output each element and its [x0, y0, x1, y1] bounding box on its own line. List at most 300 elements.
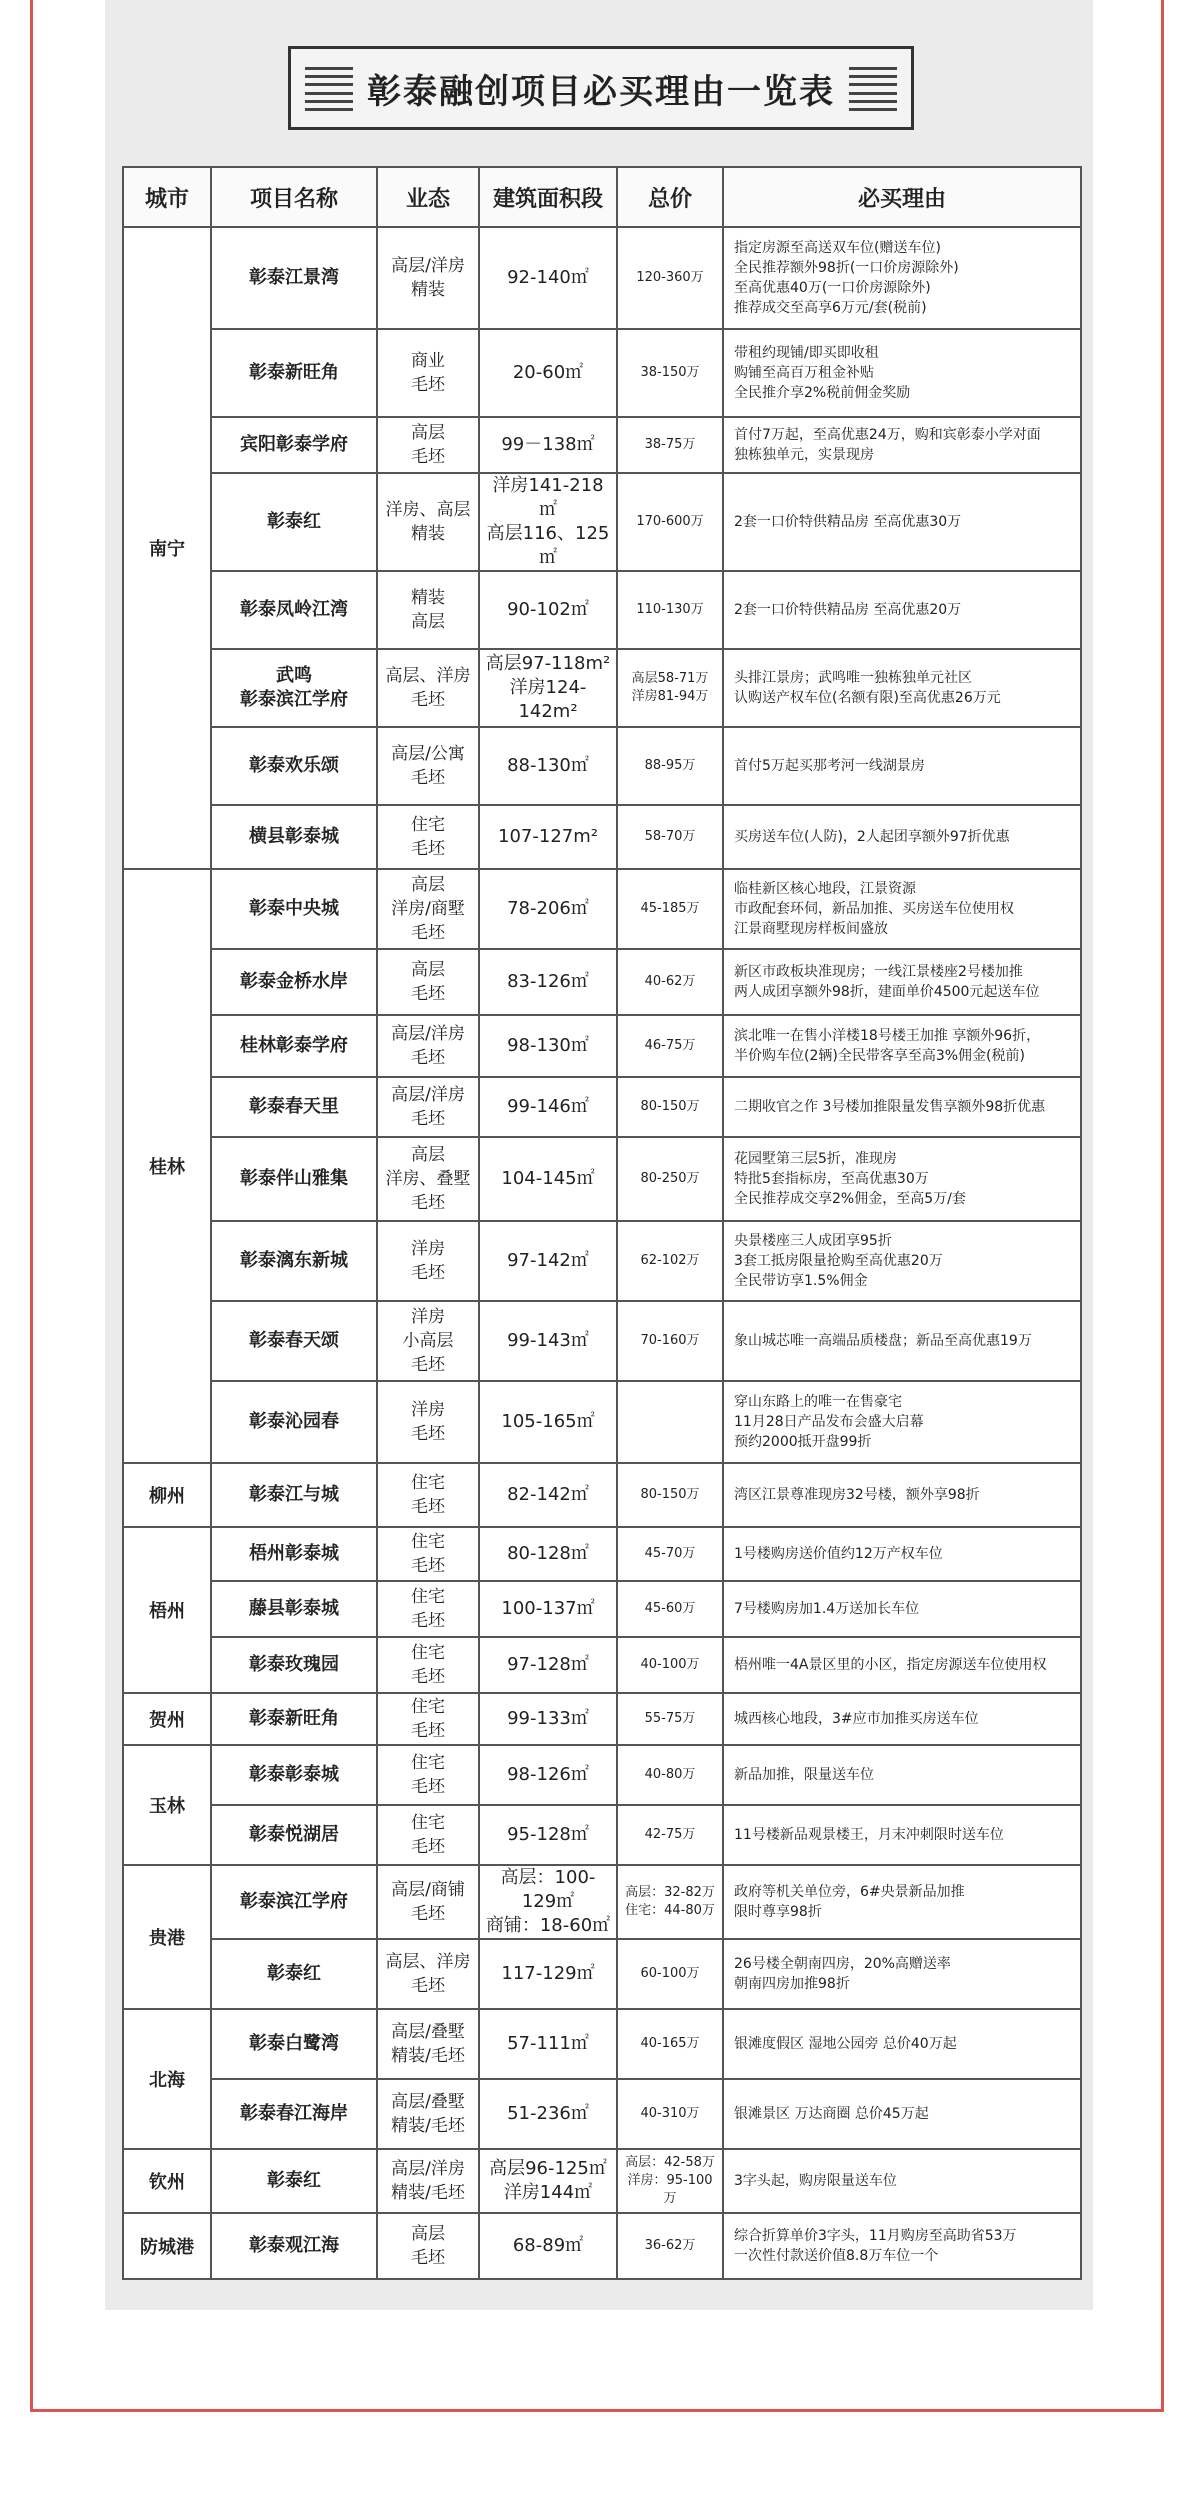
header-type: 业态: [377, 167, 479, 227]
price-cell: [617, 1637, 723, 1693]
cell-line: 精装/毛坯: [391, 2046, 465, 2066]
cell-line: 高层：32-82万: [625, 1885, 715, 1900]
cell-line: 105-165㎡: [501, 1411, 595, 1432]
price-cell: [617, 2079, 723, 2149]
table-row: [123, 329, 1081, 417]
area-cell: [479, 727, 617, 805]
cell-line: 高层/叠墅: [391, 2022, 465, 2042]
header-project: 项目名称: [211, 167, 377, 227]
area-cell: [479, 1221, 617, 1301]
cell-line: 彰泰欢乐颂: [249, 755, 339, 776]
price-cell: [617, 2149, 723, 2213]
table-row: [123, 473, 1081, 571]
cell-line: 洋房：95-100万: [627, 2173, 713, 2206]
cell-line: 洋房/商墅: [391, 899, 465, 919]
area-cell: [479, 649, 617, 727]
table-row: [123, 417, 1081, 473]
cell-line: 藤县彰泰城: [249, 1598, 339, 1619]
price-cell: [617, 949, 723, 1015]
table-row: [123, 869, 1081, 949]
cell-line: 高层：42-58万: [625, 2155, 715, 2170]
type-cell: [377, 1221, 479, 1301]
cell-line: 98-126㎡: [507, 1764, 589, 1785]
city-cell: 贺州: [123, 1693, 211, 1745]
cell-line: 104-145㎡: [501, 1168, 595, 1189]
cell-line: 毛坯: [411, 1837, 445, 1857]
cell-line: 市政配套环伺，新品加推、买房送车位使用权: [734, 901, 1014, 917]
table-row: [123, 2149, 1081, 2213]
reason-cell: [723, 649, 1081, 727]
area-cell: [479, 227, 617, 329]
reason-cell: [723, 417, 1081, 473]
cell-line: 住宅: [411, 1473, 445, 1493]
cell-line: 首付5万起买那考河一线湖景房: [734, 758, 925, 774]
reason-cell: [723, 1865, 1081, 1939]
area-cell: [479, 1581, 617, 1637]
cell-line: 购铺至高百万租金补贴: [734, 365, 874, 381]
project-name-cell: [211, 1693, 377, 1745]
type-cell: [377, 1015, 479, 1077]
table-row: [123, 2079, 1081, 2149]
project-name-cell: [211, 329, 377, 417]
cell-line: 毛坯: [411, 1497, 445, 1517]
area-cell: [479, 2149, 617, 2213]
cell-line: 82-142㎡: [507, 1484, 589, 1505]
cell-line: 洋房144㎡: [503, 2182, 593, 2203]
cell-line: 精装/毛坯: [391, 2116, 465, 2136]
area-cell: [479, 1137, 617, 1221]
cell-line: 2套一口价特供精品房 至高优惠30万: [734, 514, 962, 530]
table-row: [123, 1137, 1081, 1221]
price-cell: [617, 1939, 723, 2009]
city-cell: 柳州: [123, 1463, 211, 1527]
reason-cell: [723, 571, 1081, 649]
reason-cell: [723, 949, 1081, 1015]
project-name-cell: [211, 2009, 377, 2079]
project-name-cell: [211, 1939, 377, 2009]
type-cell: [377, 2149, 479, 2213]
cell-line: 107-127m²: [498, 826, 598, 847]
cell-line: 38-150万: [640, 365, 700, 380]
project-name-cell: [211, 1805, 377, 1865]
cell-line: 彰泰滨江学府: [240, 1891, 348, 1912]
reason-cell: [723, 1581, 1081, 1637]
area-cell: [479, 473, 617, 571]
cell-line: 高层、洋房: [385, 1952, 471, 1972]
cell-line: 政府等机关单位旁，6#央景新品加推: [734, 1884, 965, 1900]
cell-line: 梧州唯一4A景区里的小区，指定房源送车位使用权: [734, 1657, 1047, 1673]
project-name-cell: [211, 869, 377, 949]
cell-line: 滨北唯一在售小洋楼18号楼王加推 享额外96折，: [734, 1028, 1041, 1044]
cell-line: 高层/商铺: [391, 1880, 465, 1900]
cell-line: 40-100万: [640, 1657, 700, 1672]
cell-line: 全民带访享1.5%佣金: [734, 1273, 868, 1289]
price-cell: [617, 227, 723, 329]
cell-line: 梧州彰泰城: [249, 1543, 339, 1564]
cell-line: 彰泰白鹭湾: [249, 2033, 339, 2054]
cell-line: 毛坯: [411, 375, 445, 395]
reason-cell: [723, 1939, 1081, 2009]
city-cell: 贵港: [123, 1865, 211, 2009]
cell-line: 小高层: [402, 1331, 454, 1351]
price-cell: [617, 1015, 723, 1077]
cell-line: 1号楼购房送价值约12万产权车位: [734, 1546, 943, 1562]
cell-line: 45-70万: [644, 1546, 696, 1561]
cell-line: 彰泰玫瑰园: [249, 1654, 339, 1675]
table-row: [123, 227, 1081, 329]
cell-line: 高层: [411, 423, 445, 443]
table-row: [123, 2213, 1081, 2279]
project-table: [122, 166, 1082, 2280]
cell-line: 彰泰彰泰城: [249, 1764, 339, 1785]
area-cell: [479, 1015, 617, 1077]
cell-line: 高层/公寓: [391, 744, 465, 764]
type-cell: [377, 1805, 479, 1865]
type-cell: [377, 1527, 479, 1581]
cell-line: 住宅: [411, 815, 445, 835]
cell-line: 洋房81-94万: [631, 689, 709, 704]
table-row: [123, 1381, 1081, 1463]
table-row: [123, 1865, 1081, 1939]
table-row: [123, 1527, 1081, 1581]
project-name-cell: [211, 1463, 377, 1527]
cell-line: 99-146㎡: [507, 1096, 589, 1117]
cell-line: 7号楼购房加1.4万送加长车位: [734, 1601, 920, 1617]
reason-cell: [723, 2149, 1081, 2213]
cell-line: 武鸣: [276, 665, 312, 686]
cell-line: 朝南四房加推98折: [734, 1976, 850, 1992]
project-name-cell: [211, 1527, 377, 1581]
cell-line: 彰泰悦湖居: [249, 1824, 339, 1845]
project-name-cell: [211, 649, 377, 727]
table-body: [123, 227, 1081, 2279]
cell-line: 新区市政板块准现房；一线江景楼座2号楼加推: [734, 964, 1023, 980]
cell-line: 98-130㎡: [507, 1035, 589, 1056]
reason-cell: [723, 1137, 1081, 1221]
cell-line: 高层/洋房: [391, 1024, 465, 1044]
type-cell: [377, 1745, 479, 1805]
cell-line: 象山城芯唯一高端品质楼盘；新品至高优惠19万: [734, 1333, 1032, 1349]
cell-line: 毛坯: [411, 1048, 445, 1068]
reason-cell: [723, 2079, 1081, 2149]
cell-line: 综合折算单价3字头，11月购房至高助省53万: [734, 2228, 1017, 2244]
city-cell: 桂林: [123, 869, 211, 1463]
table-row: [123, 1745, 1081, 1805]
cell-line: 99-143㎡: [507, 1330, 589, 1351]
cell-line: 临桂新区核心地段，江景资源: [734, 881, 916, 897]
table-row: [123, 1581, 1081, 1637]
area-cell: [479, 571, 617, 649]
type-cell: [377, 1463, 479, 1527]
price-cell: [617, 1865, 723, 1939]
price-cell: [617, 649, 723, 727]
cell-line: 半价购车位(2辆)全民带客享至高3%佣金(税前): [734, 1048, 1025, 1064]
cell-line: 毛坯: [411, 1611, 445, 1631]
table-header-row: [123, 167, 1081, 227]
city-cell: 玉林: [123, 1745, 211, 1865]
cell-line: 彰泰金桥水岸: [240, 971, 348, 992]
type-cell: [377, 1381, 479, 1463]
type-cell: [377, 1137, 479, 1221]
cell-line: 11月28日产品发布会盛大启幕: [734, 1414, 924, 1430]
cell-line: 95-128㎡: [507, 1824, 589, 1845]
cell-line: 买房送车位(人防)，2人起团享额外97折优惠: [734, 829, 1010, 845]
cell-line: 3字头起，购房限量送车位: [734, 2173, 897, 2189]
cell-line: 高层、洋房: [385, 666, 471, 686]
reason-cell: [723, 727, 1081, 805]
area-cell: [479, 417, 617, 473]
table-row: [123, 571, 1081, 649]
table-row: [123, 727, 1081, 805]
cell-line: 商铺：18-60㎡: [485, 1915, 611, 1936]
page-title: 彰泰融创项目必买理由一览表: [367, 71, 835, 112]
reason-cell: [723, 2009, 1081, 2079]
area-cell: [479, 2213, 617, 2279]
cell-line: 洋房、叠墅: [385, 1169, 471, 1189]
cell-line: 住宅: [411, 1813, 445, 1833]
cell-line: 99-133㎡: [507, 1708, 589, 1729]
table-row: [123, 949, 1081, 1015]
cell-line: 银滩度假区 湿地公园旁 总价40万起: [734, 2036, 957, 2052]
cell-line: 170-600万: [636, 514, 704, 529]
cell-line: 高层: [411, 612, 445, 632]
type-cell: [377, 2213, 479, 2279]
cell-line: 彰泰中央城: [249, 898, 339, 919]
reason-cell: [723, 1463, 1081, 1527]
cell-line: 毛坯: [411, 1263, 445, 1283]
cell-line: 认购送产权车位(名额有限)至高优惠26万元: [734, 690, 1001, 706]
price-cell: [617, 1693, 723, 1745]
reason-cell: [723, 1077, 1081, 1137]
price-cell: [617, 329, 723, 417]
reason-cell: [723, 1301, 1081, 1381]
project-name-cell: [211, 1637, 377, 1693]
price-cell: [617, 473, 723, 571]
cell-line: 42-75万: [644, 1827, 696, 1842]
cell-line: 特批5套指标房，至高优惠30万: [734, 1171, 929, 1187]
cell-line: 高层/洋房: [391, 256, 465, 276]
cell-line: 毛坯: [411, 447, 445, 467]
cell-line: 毛坯: [411, 1667, 445, 1687]
title-box: [288, 46, 914, 130]
cell-line: 高层96-125㎡: [489, 2158, 607, 2179]
price-cell: [617, 1381, 723, 1463]
price-cell: [617, 1745, 723, 1805]
type-cell: [377, 329, 479, 417]
cell-line: 高层: [411, 960, 445, 980]
cell-line: 26号楼全朝南四房，20%高赠送率: [734, 1956, 951, 1972]
type-cell: [377, 1693, 479, 1745]
cell-line: 彰泰新旺角: [249, 362, 339, 383]
reason-cell: [723, 2213, 1081, 2279]
cell-line: 推荐成交至高享6万元/套(税前): [734, 300, 927, 316]
project-name-cell: [211, 805, 377, 869]
cell-line: 住宅: [411, 1643, 445, 1663]
table-row: [123, 805, 1081, 869]
project-name-cell: [211, 1581, 377, 1637]
city-cell: 钦州: [123, 2149, 211, 2213]
cell-line: 彰泰春江海岸: [240, 2103, 348, 2124]
type-cell: [377, 1637, 479, 1693]
cell-line: 毛坯: [411, 1355, 445, 1375]
header-city: 城市: [123, 167, 211, 227]
header-price: 总价: [617, 167, 723, 227]
cell-line: 46-75万: [644, 1038, 696, 1053]
table-row: [123, 1015, 1081, 1077]
cell-line: 洋房: [411, 1400, 445, 1420]
project-name-cell: [211, 1077, 377, 1137]
price-cell: [617, 1527, 723, 1581]
type-cell: [377, 649, 479, 727]
title-decoration-left-icon: [305, 67, 353, 111]
project-name-cell: [211, 1381, 377, 1463]
cell-line: 商业: [411, 351, 445, 371]
cell-line: 58-70万: [644, 829, 696, 844]
cell-line: 毛坯: [411, 1976, 445, 1996]
price-cell: [617, 1805, 723, 1865]
cell-line: 彰泰春天颂: [249, 1330, 339, 1351]
project-name-cell: [211, 1137, 377, 1221]
cell-line: 57-111㎡: [507, 2033, 589, 2054]
area-cell: [479, 1745, 617, 1805]
cell-line: 彰泰春天里: [249, 1096, 339, 1117]
cell-line: 洋房: [411, 1239, 445, 1259]
city-cell: 梧州: [123, 1527, 211, 1693]
cell-line: 新品加推，限量送车位: [734, 1767, 874, 1783]
cell-line: 毛坯: [411, 1193, 445, 1213]
area-cell: [479, 1463, 617, 1527]
cell-line: 独栋独单元，实景现房: [734, 447, 874, 463]
cell-line: 毛坯: [411, 1109, 445, 1129]
reason-cell: [723, 1015, 1081, 1077]
cell-line: 40-80万: [644, 1767, 696, 1782]
cell-line: 45-60万: [644, 1601, 696, 1616]
table-row: [123, 1077, 1081, 1137]
price-cell: [617, 869, 723, 949]
cell-line: 洋房141-218㎡: [492, 475, 604, 520]
cell-line: 高层/叠墅: [391, 2092, 465, 2112]
cell-line: 毛坯: [411, 1721, 445, 1741]
table-row: [123, 1463, 1081, 1527]
price-cell: [617, 417, 723, 473]
cell-line: 彰泰伴山雅集: [240, 1168, 348, 1189]
cell-line: 全民推荐额外98折(一口价房源除外): [734, 260, 959, 276]
project-name-cell: [211, 1865, 377, 1939]
reason-cell: [723, 1693, 1081, 1745]
cell-line: 横县彰泰城: [249, 826, 339, 847]
cell-line: 高层116、125㎡: [486, 523, 610, 568]
cell-line: 40-165万: [640, 2036, 700, 2051]
cell-line: 首付7万起，至高优惠24万，购和宾彰泰小学对面: [734, 427, 1041, 443]
cell-line: 45-185万: [640, 901, 700, 916]
cell-line: 精装: [411, 588, 445, 608]
cell-line: 20-60㎡: [512, 362, 584, 383]
cell-line: 88-130㎡: [507, 755, 589, 776]
cell-line: 毛坯: [411, 1556, 445, 1576]
cell-line: 彰泰江与城: [249, 1484, 339, 1505]
cell-line: 预约2000抵开盘99折: [734, 1434, 872, 1450]
type-cell: [377, 1865, 479, 1939]
cell-line: 80-150万: [640, 1099, 700, 1114]
cell-line: 洋房: [411, 1307, 445, 1327]
cell-line: 80-150万: [640, 1487, 700, 1502]
cell-line: 彰泰凤岭江湾: [240, 599, 348, 620]
cell-line: 住宅: [411, 1532, 445, 1552]
cell-line: 湾区江景尊准现房32号楼，额外享98折: [734, 1487, 980, 1503]
cell-line: 精装: [411, 524, 445, 544]
price-cell: [617, 727, 723, 805]
cell-line: 彰泰漓东新城: [240, 1250, 348, 1271]
area-cell: [479, 1865, 617, 1939]
cell-line: 带租约现铺/即买即收租: [734, 345, 879, 361]
cell-line: 80-250万: [640, 1171, 700, 1186]
reason-cell: [723, 1527, 1081, 1581]
cell-line: 宾阳彰泰学府: [240, 434, 348, 455]
cell-line: 彰泰红: [267, 1963, 321, 1984]
cell-line: 117-129㎡: [501, 1963, 595, 1984]
reason-cell: [723, 1381, 1081, 1463]
type-cell: [377, 869, 479, 949]
cell-line: 二期收官之作 3号楼加推限量发售享额外98折优惠: [734, 1099, 1046, 1115]
cell-line: 一次性付款送价值8.8万车位一个: [734, 2248, 939, 2264]
price-cell: [617, 2009, 723, 2079]
reason-cell: [723, 329, 1081, 417]
reason-cell: [723, 1637, 1081, 1693]
cell-line: 99－138㎡: [501, 434, 595, 455]
cell-line: 80-128㎡: [507, 1543, 589, 1564]
cell-line: 高层: [411, 1145, 445, 1165]
table-row: [123, 1301, 1081, 1381]
cell-line: 高层: [411, 875, 445, 895]
cell-line: 住宅: [411, 1753, 445, 1773]
cell-line: 68-89㎡: [512, 2235, 584, 2256]
price-cell: [617, 2213, 723, 2279]
area-cell: [479, 2009, 617, 2079]
cell-line: 指定房源至高送双车位(赠送车位): [734, 240, 941, 256]
area-cell: [479, 1077, 617, 1137]
reason-cell: [723, 1805, 1081, 1865]
cell-line: 彰泰红: [267, 511, 321, 532]
type-cell: [377, 2079, 479, 2149]
cell-line: 90-102㎡: [507, 599, 589, 620]
area-cell: [479, 805, 617, 869]
cell-line: 55-75万: [644, 1711, 696, 1726]
cell-line: 毛坯: [411, 1904, 445, 1924]
cell-line: 彰泰滨江学府: [240, 689, 348, 710]
type-cell: [377, 1939, 479, 2009]
cell-line: 彰泰沁园春: [249, 1411, 339, 1432]
project-name-cell: [211, 2149, 377, 2213]
area-cell: [479, 2079, 617, 2149]
reason-cell: [723, 227, 1081, 329]
cell-line: 花园墅第三层5折，准现房: [734, 1151, 897, 1167]
type-cell: [377, 473, 479, 571]
cell-line: 限时尊享98折: [734, 1904, 822, 1920]
area-cell: [479, 1301, 617, 1381]
price-cell: [617, 1463, 723, 1527]
type-cell: [377, 1301, 479, 1381]
cell-line: 全民推荐成交享2%佣金，至高5万/套: [734, 1191, 966, 1207]
project-name-cell: [211, 1301, 377, 1381]
cell-line: 高层：100-129㎡: [500, 1867, 596, 1912]
cell-line: 洋房、高层: [385, 500, 471, 520]
cell-line: 97-128㎡: [507, 1654, 589, 1675]
cell-line: 住宅：44-80万: [625, 1903, 715, 1918]
price-cell: [617, 1221, 723, 1301]
cell-line: 毛坯: [411, 2248, 445, 2268]
cell-line: 51-236㎡: [507, 2103, 589, 2124]
area-cell: [479, 1381, 617, 1463]
